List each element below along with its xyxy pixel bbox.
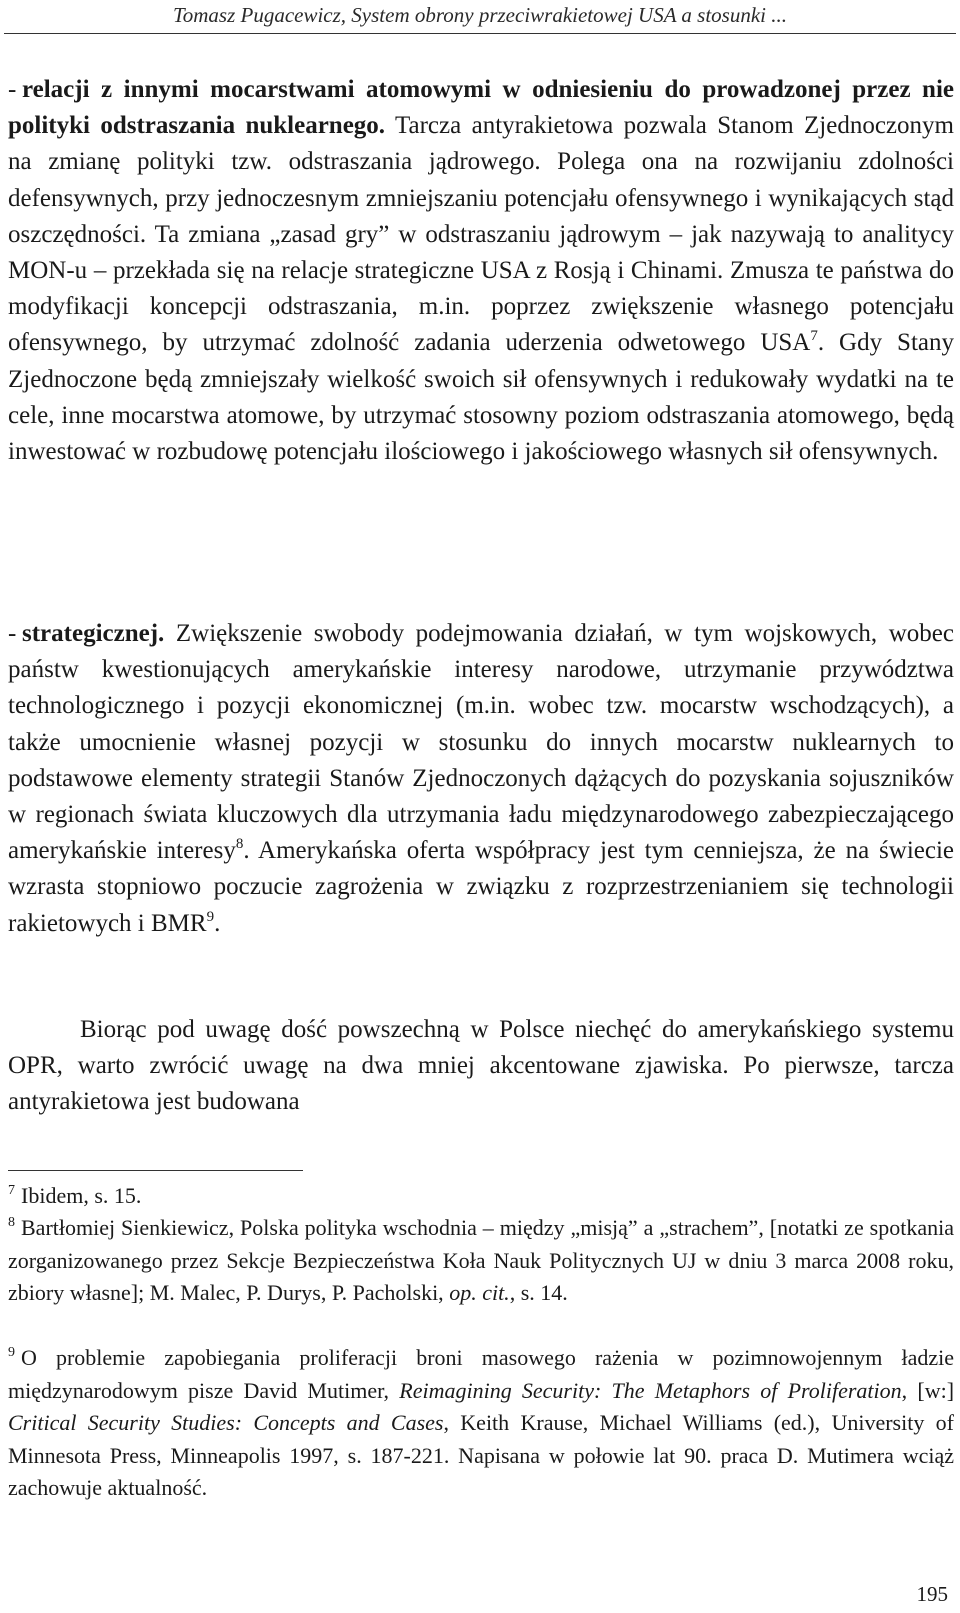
item-1-heading: relacji z innymi mocarstwami atomowymi w odniesieniu do prowadzonej przez nie polityki odstraszania nuklearnego. [8, 76, 954, 140]
footnote-7 [8, 1180, 954, 1213]
item-1-text-b: . Gdy Stany Zjednoczone będą zmniejszały wielkość swoich sił ofensywnych i redukowały wydatki na te cele, inne mocarstwa atomowe, by utrzymać stosowny poziom odstraszania atomowego, będą inwestować w rozbudowę potencjału ilościowego i jakościowego własnych sił ofensywnych. [8, 329, 954, 466]
list-dash: - [8, 76, 17, 103]
footnote-9-italic-a: Reimagining Security: The Metaphors of Proliferation [399, 1377, 902, 1403]
item-2-text-c: . [214, 909, 221, 937]
footnote-8-text-b: , s. 14. [509, 1280, 568, 1305]
header-rule [4, 33, 956, 34]
footnote-9-text-b: , [w:] [901, 1377, 955, 1403]
footnote-ref-7[interactable]: 7 [810, 328, 818, 345]
item-2-text-a: Zwiększenie swobody podejmowania działań, w tym wojskowych, wobec państw kwestionujących amerykańskie interesy narodowe, utrzymanie przywództwa technologicznego i pozycji ekonomicznej (m.in. wobec tzw. mocarstw wschodzących), a także umocnienie własnej pozycji w stosunku do innych mocarstw nuklearnych to podstawowe elementy strategii Stanów Zjednoczonych dążących do pozyskania sojuszników w regionach świata kluczowych dla utrzymania ładu międzynarodowego zabezpieczającego amerykańskie interesy [8, 620, 954, 865]
footnote-8-text-a: Bartłomiej Sienkiewicz, Polska polityka wschodnia – między „misją” a „strachem”, [notatki ze spotkania zorganizowanego przez Sekcje Bezpieczeństwa Koła Nauk Politycznych UJ w dniu 3 marca 2008 roku, zbiory własne]; M. Malec, P. Durys, P. Pacholski, [8, 1215, 954, 1305]
footnote-9-text-c: , Keith Krause, Michael Williams (ed.), University of Minnesota Press, Minneapolis 1997, s. 187-221. Napisana w połowie lat 90. praca D. Mutimera wciąż zachowuje aktualność. [8, 1410, 954, 1500]
footnote-9-italic-b: Critical Security Studies: Concepts and Cases [8, 1410, 444, 1435]
list-dash: - [8, 620, 17, 647]
footnote-8-number: 8 [8, 1215, 15, 1230]
footnote-separator [8, 1170, 303, 1171]
footnote-8 [8, 1212, 954, 1310]
footnote-7-number: 7 [8, 1183, 15, 1198]
running-header: Tomasz Pugacewicz, System obrony przeciwrakietowej USA a stosunki ... [172, 3, 787, 27]
footnote-ref-8[interactable]: 8 [235, 836, 244, 853]
paragraph-3: Biorąc pod uwagę dość powszechną w Polsce niechęć do amerykańskiego systemu OPR, warto zwrócić uwagę na dwa mniej akcentowane zjawiska. Po pierwsze, tarcza antyrakietowa jest budowana [8, 1016, 954, 1116]
footnote-9-number: 9 [8, 1345, 15, 1360]
footnote-8-italic: op. cit. [449, 1280, 510, 1305]
item-2-text-b: . Amerykańska oferta współpracy jest tym cenniejsza, że na świecie wzrasta stopniowo poczucie zagrożenia w związku z rozprzestrzenianiem się technologii rakietowych i BMR [8, 837, 954, 937]
footnote-9 [8, 1342, 954, 1505]
paragraph-item-1 [8, 72, 954, 470]
footnote-7-text: Ibidem, s. 15. [21, 1183, 142, 1208]
footnote-9-text-a: O problemie zapobiegania proliferacji broni masowego rażenia w pozimnowojennym ładzie międzynarodowym pisze David Mutimer, [8, 1345, 954, 1403]
paragraph-item-2 [8, 616, 954, 942]
item-2-heading: strategicznej. [22, 620, 165, 647]
footnote-ref-9[interactable]: 9 [206, 908, 215, 925]
item-1-text-a: Tarcza antyrakietowa pozwala Stanom Zjednoczonym na zmianę polityki tzw. odstraszania jądrowego. Polega ona na rozwijaniu zdolności defensywnych, przy jednoczesnym zmniejszaniu potencjału ofensywnego i wynikających stąd oszczędności. Ta zmiana „zasad gry” w odstraszaniu jądrowym – jak nazywają to analitycy MON-u – przekłada się na relacje strategiczne USA z Rosją i Chinami. Zmusza te państwa do modyfikacji koncepcji odstraszania, m.in. poprzez zwiększenie własnego potencjału ofensywnego, by utrzymać zdolność zadania uderzenia odwetowego USA [8, 112, 954, 357]
page-number: 195 [916, 1582, 948, 1606]
